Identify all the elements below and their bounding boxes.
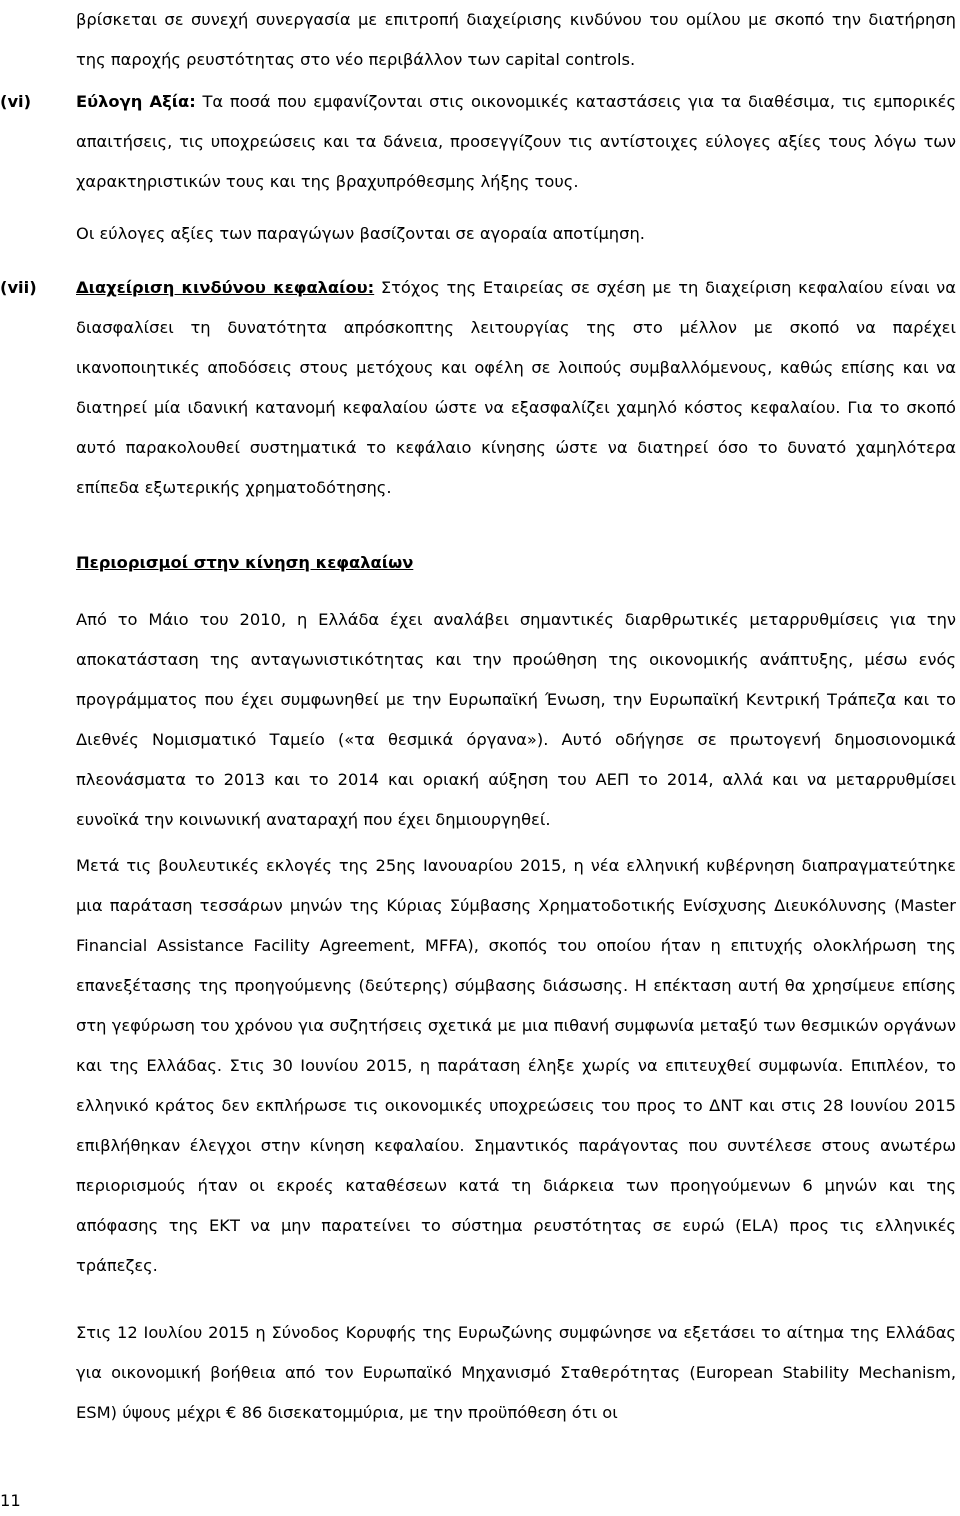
item-vi-paragraph: [76, 82, 956, 202]
item-vii-text: Στόχος της Εταιρείας σε σχέση με τη διαχείριση κεφαλαίου είναι να διασφαλίσει τη δυνατότητα απρόσκοπτης λειτουργίας της στο μέλλον με σκοπό να παρέχει ικανοποιητικές αποδόσεις στους μετόχους και οφέλη σε λοιπούς συμβαλλόμενους, καθώς επίσης και να διατηρεί μία ιδανική κατανομή κεφαλαίου ώστε να εξασφαλίζει χαμηλό κόστος κεφαλαίου. Για το σκοπό αυτό παρακολουθεί συστηματικά το κεφάλαιο κίνησης ώστε να διατηρεί όσο το δυνατό χαμηλότερα επίπεδα εξωτερικής χρηματοδότησης.: [76, 278, 957, 497]
continuation-paragraph: βρίσκεται σε συνεχή συνεργασία με επιτροπή διαχείρισης κινδύνου του ομίλου με σκοπό την διατήρηση της παροχής ρευστότητας στο νέο περιβάλλον των capital controls.: [76, 10, 956, 69]
item-vii-title: Διαχείριση κινδύνου κεφαλαίου:: [76, 278, 375, 297]
item-vi-title: Εύλογη Αξία:: [76, 92, 196, 111]
page-number: 11: [0, 1491, 21, 1510]
item-vii-paragraph: [76, 268, 956, 508]
paragraph-2: Μετά τις βουλευτικές εκλογές της 25ης Ιανουαρίου 2015, η νέα ελληνική κυβέρνηση διαπραγματεύτηκε μια παράταση τεσσάρων μηνών της Κύριας Σύμβασης Χρηματοδοτικής Ενίσχυσης Διευκόλυνσης (Master Financial Assistance Facility Agreement, MFFA), σκοπός του οποίου ήταν η επιτυχής ολοκλήρωση της επανεξέτασης της προηγούμενης (δεύτερης) σύμβασης διάσωσης. Η επέκταση αυτή θα χρησίμευε επίσης στη γεφύρωση του χρόνου για συζητήσεις σχετικά με μια πιθανή συμφωνία μεταξύ των θεσμικών οργάνων και της Ελλάδας. Στις 30 Ιουνίου 2015, η παράταση έληξε χωρίς να επιτευχθεί συμφωνία. Επιπλέον, το ελληνικό κράτος δεν εκπλήρωσε τις οικονομικές υποχρεώσεις του προς το ΔΝΤ και στις 28 Ιουνίου 2015 επιβλήθηκαν έλεγχοι στην κίνηση κεφαλαίου. Σημαντικός παράγοντας που συντέλεσε στους ανωτέρω περιορισμούς ήταν οι εκροές καταθέσεων κατά τη διάρκεια των προηγούμενων 6 μηνών και της απόφασης της ΕΚΤ να μην παρατείνει το σύστημα ρευστότητας σε ευρώ (ELA) προς τις ελληνικές τράπεζες.: [76, 856, 956, 1275]
item-vi-label: (vi): [0, 92, 32, 111]
paragraph-1: Από το Μάιο του 2010, η Ελλάδα έχει αναλάβει σημαντικές διαρθρωτικές μεταρρυθμίσεις για την αποκατάσταση της ανταγωνιστικότητας και την προώθηση της οικονομικής ανάπτυξης, μέσω ενός προγράμματος που έχει συμφωνηθεί με την Ευρωπαϊκή Ένωση, την Ευρωπαϊκή Κεντρική Τράπεζα και το Διεθνές Νομισματικό Ταμείο («τα θεσμικά όργανα»). Αυτό οδήγησε σε πρωτογενή δημοσιονομικά πλεονάσματα το 2013 και το 2014 και οριακή αύξηση του ΑΕΠ το 2014, αλλά και να μεταρρυθμίσει ευνοϊκά την κοινωνική αναταραχή που έχει δημιουργηθεί.: [76, 610, 956, 829]
paragraph-3: Στις 12 Ιουλίου 2015 η Σύνοδος Κορυφής της Ευρωζώνης συμφώνησε να εξετάσει το αίτημα της Ελλάδας για οικονομική βοήθεια από τον Ευρωπαϊκό Μηχανισμό Σταθερότητας (European Stability Mechanism, ESM) ύψους μέχρι € 86 δισεκατομμύρια, με την προϋπόθεση ότι οι: [76, 1323, 956, 1422]
item-vi-note: Οι εύλογες αξίες των παραγώγων βασίζονται σε αγοραία αποτίμηση.: [76, 224, 645, 243]
section-heading: Περιορισμοί στην κίνηση κεφαλαίων: [76, 553, 414, 572]
item-vii-label: (vii): [0, 278, 37, 297]
item-vi-text: Τα ποσά που εμφανίζονται στις οικονομικές καταστάσεις για τα διαθέσιμα, τις εμπορικές απαιτήσεις, τις υποχρεώσεις και τα δάνεια, προσεγγίζουν τις αντίστοιχες εύλογες αξίες τους λόγω των χαρακτηριστικών τους και της βραχυπρόθεσμης λήξης τους.: [76, 92, 957, 191]
